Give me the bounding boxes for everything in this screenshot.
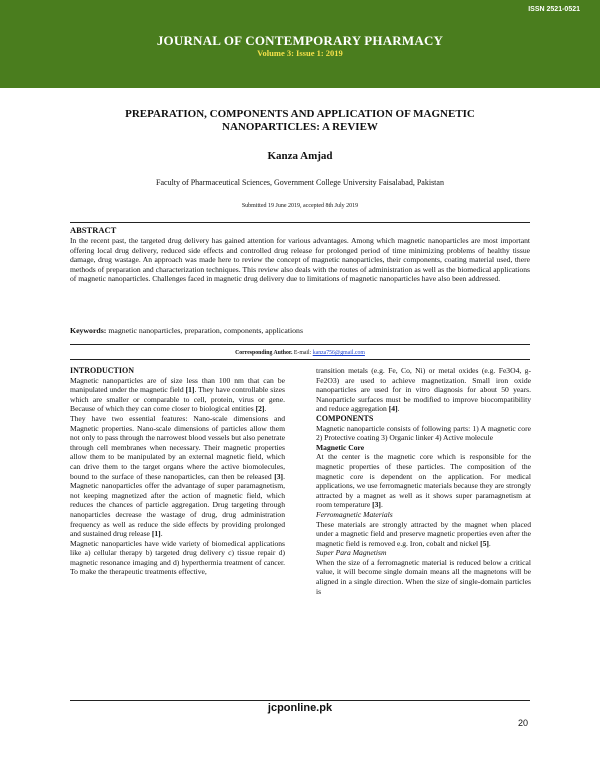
super-para-paragraph: When the size of a ferromagnetic material is reduced below a critical value, it will become single domain means all the magnetons will be aligned in a single direction. When the size of single-domain particles is [316, 557, 531, 596]
keywords-text: magnetic nanoparticles, preparation, components, applications [108, 326, 303, 335]
issn: ISSN 2521-0521 [528, 6, 580, 13]
page-number: 20 [517, 718, 528, 728]
citation: [4] [388, 404, 398, 414]
abstract-heading: ABSTRACT [70, 225, 117, 235]
intro-paragraph-2: They have two essential features: Nano-scale dimensions and Magnetic properties. Nano-scale dimensions of particles allow them not only to pass through the narrowest blood vessels but also penetrate through cell membranes when necessary. Their magnetic properties allow them to be manipulated by an external magnetic field, which can drive them to the target organs where the active biomolecules, bound to the surface of these nanoparticles, can then be released [3]. Magnetic nanoparticles offer the advantage of super paramagnetism, not keeping magnetized after the action of magnetic field, which reduces the chances of particle aggregation. Drug targeting through nanoparticles decrease the wastage of drug, drug administration frequency as well as reduce the side effects by providing prolonged and sustained drug release [1]. [70, 413, 285, 539]
citation: [1] [151, 529, 161, 539]
citation: [1] [185, 385, 195, 395]
introduction-heading: INTRODUCTION [70, 366, 135, 375]
journal-title: JOURNAL OF CONTEMPORARY PHARMACY [156, 33, 444, 48]
citation: [5] [480, 538, 489, 548]
article-title-line1: PREPARATION, COMPONENTS AND APPLICATION OF MAGNETIC [125, 108, 475, 120]
keywords [70, 326, 303, 335]
super-para-heading: Super Para Magnetism [316, 548, 387, 558]
left-column [70, 366, 285, 577]
corresponding-bottom-rule [70, 359, 530, 360]
author-email-link[interactable]: kanza756@gmail.com [312, 350, 365, 356]
corresponding-label: Corresponding Author. [235, 350, 293, 356]
citation: [3] [372, 500, 381, 510]
ferromagnetic-paragraph: These materials are strongly attracted by the magnet when placed under a magnetic field and preserve magnetic properties even after the magnetic field is removed e.g. Iron, cobalt and nickel [5]. [316, 519, 531, 548]
corresponding-author [0, 350, 600, 356]
footer-rule [70, 700, 530, 701]
corresponding-top-rule [70, 344, 530, 345]
magnetic-core-heading: Magnetic Core [316, 442, 365, 452]
article-title [90, 108, 510, 134]
citation: [3] [274, 471, 284, 481]
intro-paragraph-1: Magnetic nanoparticles are of size less than 100 nm that can be manipulated under the magnetic field [1]. They have controllable sizes which are smaller or comparable to cell, protein, virus or gene. Because of which they can come closer to biological entities [2]. [70, 375, 285, 414]
journal-website: jcponline.pk [267, 702, 333, 714]
magnetic-core-paragraph: At the center is the magnetic core which is responsible for the magnetic properties of these particles. The composition of the magnetic core is dependent on the application. For medical applications, we use ferromagnetic materials because they are strongly attracted by a magnet as well as it shows super paramagnetism at room temperature [3]. [316, 452, 531, 510]
components-heading: COMPONENTS [316, 413, 374, 423]
author-name: Kanza Amjad [267, 150, 333, 162]
volume-issue: Volume 3: Issue 1: 2019 [257, 48, 343, 58]
intro-paragraph-3: Magnetic nanoparticles have wide variety of biomedical applications like a) cellular therapy b) targeted drug delivery c) tissue repair d) magnetic resonance imaging and d) hyperthermia treatment of cancer. To make the therapeutic treatments effective, [70, 538, 285, 577]
abstract-text: In the recent past, the targeted drug delivery has gained attention for various advantages. Among which magnetic nanoparticles are most important offering local drug delivery, reduced side effects and controlled drug release for prolonged period of time minimizing problems of healthy tissue damage, drug wastage. An approach was made here to review the concept of magnetic nanoparticles, their components, coating material used, there methods of preparation and characterization techniques. This review also deals with the routes of administration as well as the biomedical applications of magnetic nanoparticles. Challenges faced in magnetic drug delivery due to limitations of magnetic nanoparticles have also been addressed. [70, 236, 530, 284]
citation: [2] [255, 404, 265, 414]
keywords-label: Keywords: [70, 326, 107, 335]
affiliation: Faculty of Pharmaceutical Sciences, Government College University Faisalabad, Pakistan [156, 178, 444, 187]
right-paragraph-1: transition metals (e.g. Fe, Co, Ni) or metal oxides (e.g. Fe3O4, g-Fe2O3) are used to achieve magnetization. Small iron oxide nanoparticles are used for in vitro diagnosis for about 50 years. Nanoparticle surfaces must be modified to improve biocompatibility and reduce aggregation [4]. [316, 366, 531, 414]
components-paragraph: Magnetic nanoparticle consists of following parts: 1) A magnetic core 2) Protective coating 3) Organic linker 4) Active molecule [316, 423, 531, 443]
email-label: E-mail: [293, 350, 312, 356]
ferromagnetic-heading: Ferromagnetic Materials [316, 509, 393, 519]
abstract-top-rule [70, 222, 530, 223]
right-column [316, 366, 531, 596]
article-title-line2: NANOPARTICLES: A REVIEW [222, 121, 378, 133]
submission-dates: Submitted 19 June 2019, accepted 8th July 2019 [241, 203, 359, 209]
journal-header-band [0, 0, 600, 88]
